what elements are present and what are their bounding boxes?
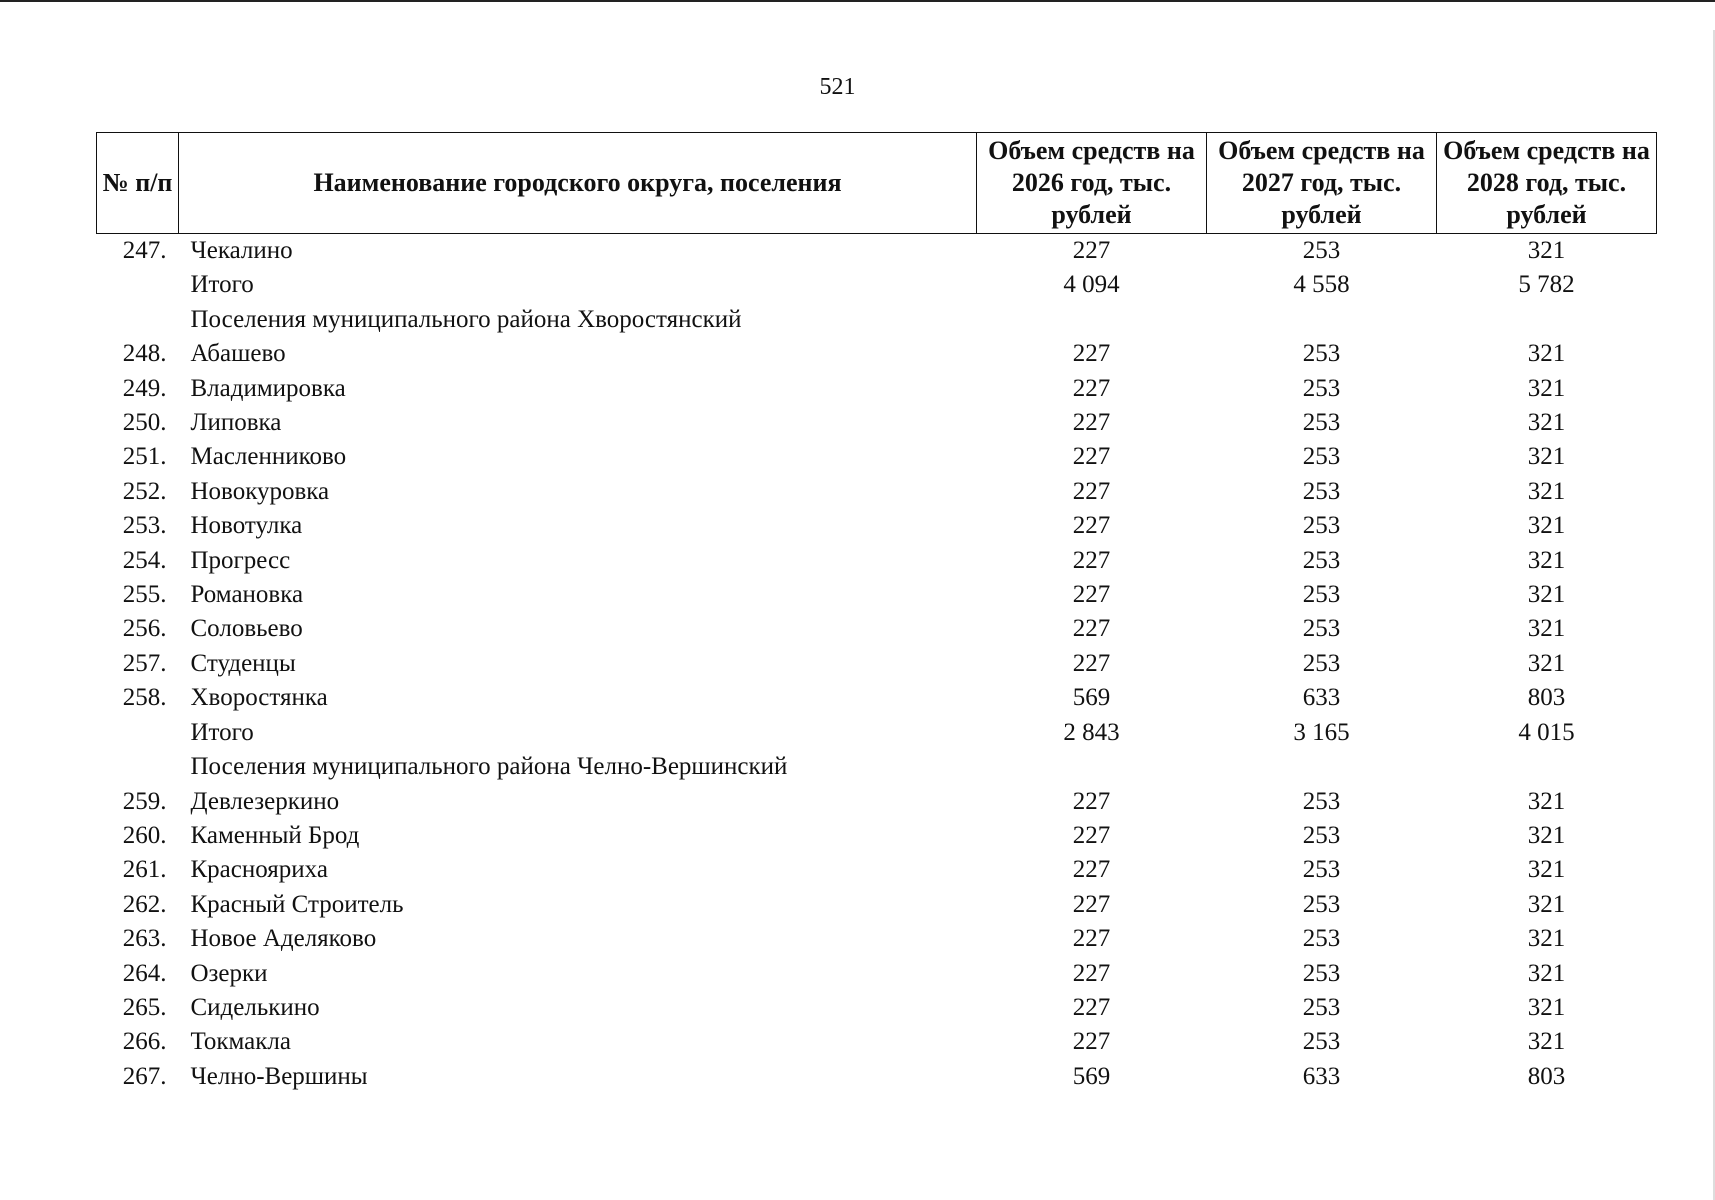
value-2027: 253 bbox=[1302, 546, 1341, 574]
value-2028: 321 bbox=[1527, 443, 1566, 471]
value-2027: 253 bbox=[1302, 477, 1341, 505]
row-number: 252. bbox=[122, 477, 167, 505]
row-number: 262. bbox=[122, 890, 167, 918]
row-name: Масленниково bbox=[190, 443, 347, 471]
row-name: Поселения муниципального района Хворостянский bbox=[190, 305, 742, 333]
row-number: 250. bbox=[122, 409, 167, 437]
value-2028: 321 bbox=[1527, 787, 1566, 815]
value-2026 bbox=[977, 750, 1207, 784]
value-2027: 253 bbox=[1302, 649, 1341, 677]
row-name: Итого bbox=[190, 718, 254, 746]
page-number: 521 bbox=[819, 74, 856, 100]
row-number: 263. bbox=[122, 925, 167, 953]
value-2026: 227 bbox=[1072, 477, 1111, 505]
row-number bbox=[97, 750, 179, 784]
value-2028: 803 bbox=[1527, 684, 1566, 712]
row-name: Новокуровка bbox=[190, 477, 330, 505]
value-2026: 227 bbox=[1072, 615, 1111, 643]
value-2028: 321 bbox=[1527, 993, 1566, 1021]
table-row bbox=[97, 372, 1657, 406]
table-row bbox=[97, 268, 1657, 302]
value-2027: 253 bbox=[1302, 340, 1341, 368]
value-2026: 227 bbox=[1072, 1028, 1111, 1056]
value-2027: 253 bbox=[1302, 787, 1341, 815]
row-name: Челно-Вершины bbox=[190, 1062, 368, 1090]
value-2027: 253 bbox=[1302, 237, 1341, 264]
table-row bbox=[97, 234, 1657, 269]
value-2026: 227 bbox=[1072, 374, 1111, 402]
value-2026: 227 bbox=[1072, 856, 1111, 884]
table-row bbox=[97, 750, 1657, 784]
value-2026: 2 843 bbox=[1063, 718, 1120, 746]
row-name: Краснояриха bbox=[190, 856, 328, 884]
value-2028: 321 bbox=[1527, 890, 1566, 918]
value-2027: 633 bbox=[1302, 1062, 1341, 1090]
value-2028: 321 bbox=[1527, 821, 1566, 849]
table-row bbox=[97, 509, 1657, 543]
value-2026: 227 bbox=[1072, 890, 1111, 918]
value-2026: 569 bbox=[1072, 1062, 1111, 1090]
table-row bbox=[97, 991, 1657, 1025]
row-name: Озерки bbox=[190, 959, 268, 987]
value-2027: 253 bbox=[1302, 581, 1341, 609]
value-2026: 227 bbox=[1072, 959, 1111, 987]
value-2026: 227 bbox=[1072, 993, 1111, 1021]
value-2027: 253 bbox=[1302, 615, 1341, 643]
value-2027: 253 bbox=[1302, 1028, 1341, 1056]
table-row bbox=[97, 888, 1657, 922]
row-number: 254. bbox=[122, 546, 167, 574]
table-row bbox=[97, 647, 1657, 681]
value-2028: 321 bbox=[1527, 649, 1566, 677]
table-row bbox=[97, 1025, 1657, 1059]
value-2027: 3 165 bbox=[1293, 718, 1350, 746]
value-2028 bbox=[1437, 303, 1657, 337]
value-2026: 227 bbox=[1072, 787, 1111, 815]
row-name: Прогресс bbox=[190, 546, 291, 574]
row-name: Сиделькино bbox=[190, 993, 320, 1021]
table-row bbox=[97, 475, 1657, 509]
value-2026: 227 bbox=[1072, 237, 1111, 264]
value-2028: 321 bbox=[1527, 546, 1566, 574]
table-row bbox=[97, 1060, 1657, 1094]
row-number: 261. bbox=[122, 856, 167, 884]
row-name: Поселения муниципального района Челно-Вершинский bbox=[190, 753, 788, 781]
row-name: Токмакла bbox=[190, 1028, 292, 1056]
header-2027: Объем средств на 2027 год, тыс. рублей bbox=[1207, 133, 1437, 234]
value-2028: 321 bbox=[1527, 340, 1566, 368]
row-number: 251. bbox=[122, 443, 167, 471]
row-number: 249. bbox=[122, 374, 167, 402]
table-row bbox=[97, 544, 1657, 578]
row-number: 247. bbox=[122, 237, 167, 264]
row-number: 248. bbox=[122, 340, 167, 368]
value-2028: 5 782 bbox=[1518, 271, 1575, 299]
table-row bbox=[97, 303, 1657, 337]
value-2028: 321 bbox=[1527, 615, 1566, 643]
value-2026: 569 bbox=[1072, 684, 1111, 712]
table-row bbox=[97, 440, 1657, 474]
table-row bbox=[97, 681, 1657, 715]
value-2028: 321 bbox=[1527, 409, 1566, 437]
value-2027: 253 bbox=[1302, 856, 1341, 884]
value-2028: 321 bbox=[1527, 959, 1566, 987]
row-name: Соловьево bbox=[190, 615, 303, 643]
row-name: Студенцы bbox=[190, 649, 296, 677]
value-2028 bbox=[1437, 750, 1657, 784]
value-2028: 321 bbox=[1527, 374, 1566, 402]
table-row bbox=[97, 819, 1657, 853]
header-2028: Объем средств на 2028 год, тыс. рублей bbox=[1437, 133, 1657, 234]
value-2026: 227 bbox=[1072, 340, 1111, 368]
value-2027: 253 bbox=[1302, 512, 1341, 540]
value-2027: 253 bbox=[1302, 374, 1341, 402]
value-2028: 321 bbox=[1527, 581, 1566, 609]
table-row bbox=[97, 612, 1657, 646]
row-name: Владимировка bbox=[190, 374, 346, 402]
value-2027 bbox=[1207, 303, 1437, 337]
value-2028: 321 bbox=[1527, 925, 1566, 953]
row-name: Абашево bbox=[190, 340, 286, 368]
value-2026: 227 bbox=[1072, 512, 1111, 540]
row-name: Каменный Брод bbox=[190, 821, 360, 849]
row-number bbox=[97, 716, 179, 750]
value-2027: 253 bbox=[1302, 890, 1341, 918]
value-2027: 4 558 bbox=[1293, 271, 1350, 299]
row-name: Красный Строитель bbox=[190, 890, 404, 918]
table-row bbox=[97, 406, 1657, 440]
row-name: Романовка bbox=[190, 581, 304, 609]
value-2026: 227 bbox=[1072, 443, 1111, 471]
value-2026: 227 bbox=[1072, 581, 1111, 609]
value-2028: 321 bbox=[1527, 512, 1566, 540]
row-name: Новотулка bbox=[190, 512, 303, 540]
value-2028: 321 bbox=[1527, 477, 1566, 505]
value-2026: 227 bbox=[1072, 925, 1111, 953]
row-name: Хворостянка bbox=[190, 684, 328, 712]
row-number: 265. bbox=[122, 993, 167, 1021]
row-number: 264. bbox=[122, 959, 167, 987]
table-row bbox=[97, 922, 1657, 956]
row-number: 253. bbox=[122, 512, 167, 540]
value-2027: 253 bbox=[1302, 925, 1341, 953]
row-number: 256. bbox=[122, 615, 167, 643]
row-number bbox=[97, 268, 179, 302]
header-num: № п/п bbox=[97, 133, 179, 234]
header-name: Наименование городского округа, поселения bbox=[179, 133, 977, 234]
value-2026: 227 bbox=[1072, 821, 1111, 849]
row-number: 258. bbox=[122, 684, 167, 712]
value-2028: 321 bbox=[1527, 1028, 1566, 1056]
table-row bbox=[97, 785, 1657, 819]
row-number: 255. bbox=[122, 581, 167, 609]
budget-table bbox=[96, 132, 1657, 1094]
value-2028: 321 bbox=[1527, 856, 1566, 884]
row-number: 259. bbox=[122, 787, 167, 815]
value-2027: 633 bbox=[1302, 684, 1341, 712]
table-body bbox=[97, 234, 1657, 1095]
row-name: Липовка bbox=[190, 409, 282, 437]
budget-table-container bbox=[96, 132, 1656, 1094]
row-name: Итого bbox=[190, 271, 254, 299]
table-row bbox=[97, 716, 1657, 750]
value-2026: 4 094 bbox=[1063, 271, 1120, 299]
row-number: 260. bbox=[122, 821, 167, 849]
value-2028: 321 bbox=[1527, 237, 1566, 264]
header-row bbox=[97, 133, 1657, 234]
row-number: 257. bbox=[122, 649, 167, 677]
table-row bbox=[97, 578, 1657, 612]
value-2028: 803 bbox=[1527, 1062, 1566, 1090]
row-number bbox=[97, 303, 179, 337]
value-2027: 253 bbox=[1302, 443, 1341, 471]
value-2027: 253 bbox=[1302, 959, 1341, 987]
row-name: Девлезеркино bbox=[190, 787, 340, 815]
value-2026: 227 bbox=[1072, 546, 1111, 574]
row-number: 267. bbox=[122, 1062, 167, 1090]
top-border-line bbox=[0, 0, 1715, 2]
row-name: Новое Аделяково bbox=[190, 925, 377, 953]
value-2027 bbox=[1207, 750, 1437, 784]
table-row bbox=[97, 337, 1657, 371]
value-2027: 253 bbox=[1302, 821, 1341, 849]
row-name: Чекалино bbox=[190, 237, 293, 264]
row-number: 266. bbox=[122, 1028, 167, 1056]
value-2028: 4 015 bbox=[1518, 718, 1575, 746]
table-header bbox=[97, 133, 1657, 234]
value-2026: 227 bbox=[1072, 649, 1111, 677]
header-2026: Объем средств на 2026 год, тыс. рублей bbox=[977, 133, 1207, 234]
table-row bbox=[97, 853, 1657, 887]
table-row bbox=[97, 957, 1657, 991]
value-2027: 253 bbox=[1302, 409, 1341, 437]
value-2026 bbox=[977, 303, 1207, 337]
value-2026: 227 bbox=[1072, 409, 1111, 437]
value-2027: 253 bbox=[1302, 993, 1341, 1021]
